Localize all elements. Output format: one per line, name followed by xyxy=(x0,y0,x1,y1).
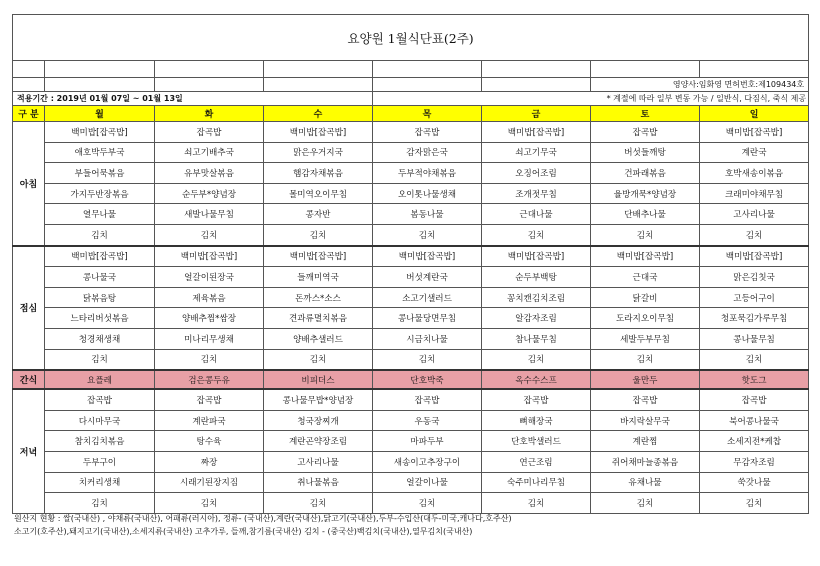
menu-item: 근대나물 xyxy=(482,204,591,225)
menu-item: 잡곡밥 xyxy=(591,389,700,410)
menu-item: 김치 xyxy=(700,349,809,370)
lunch-label: 점심 xyxy=(13,246,45,371)
snack-item: 요플레 xyxy=(45,370,155,389)
breakfast-row xyxy=(13,142,809,163)
lunch-row xyxy=(13,287,809,308)
menu-item: 꽁치캔김치조림 xyxy=(482,287,591,308)
lunch-row xyxy=(13,328,809,349)
breakfast-row xyxy=(13,183,809,204)
menu-item: 김치 xyxy=(482,493,591,514)
menu-item: 소고기샐러드 xyxy=(373,287,482,308)
menu-item: 잡곡밥 xyxy=(155,389,264,410)
menu-item: 백미밥[잡곡밥] xyxy=(700,122,809,143)
menu-item: 김치 xyxy=(482,349,591,370)
day-header: 토 xyxy=(591,106,700,122)
menu-item: 김치 xyxy=(373,493,482,514)
snack-label: 간식 xyxy=(13,370,45,389)
menu-item: 콩나물당면무침 xyxy=(373,308,482,329)
menu-item: 뼈해장국 xyxy=(482,410,591,431)
dietitian-info: 영양사:임화영 면허번호:제109434호 xyxy=(591,78,809,92)
day-header: 일 xyxy=(700,106,809,122)
menu-item: 북어콩나물국 xyxy=(700,410,809,431)
dinner-row xyxy=(13,493,809,514)
menu-item: 콩나물국 xyxy=(45,267,155,288)
menu-item: 근대국 xyxy=(591,267,700,288)
menu-item: 쑥갓나물 xyxy=(700,472,809,493)
menu-item: 참치김치볶음 xyxy=(45,431,155,452)
menu-item: 김치 xyxy=(264,349,373,370)
menu-item: 계란찜 xyxy=(591,431,700,452)
menu-item: 콩자반 xyxy=(264,204,373,225)
menu-item: 고사리나물 xyxy=(700,204,809,225)
menu-item: 백미밥[잡곡밥] xyxy=(700,246,809,267)
menu-item: 백미밥[잡곡밥] xyxy=(373,246,482,267)
menu-item: 견과류멸치볶음 xyxy=(264,308,373,329)
dinner-row xyxy=(13,451,809,472)
menu-item: 맑은우거지국 xyxy=(264,142,373,163)
origin-line: 소고기(호주산),돼지고기(국내산),소세지류(국내산) 고추가루, 들깨,참기름(국내산) 김치 - (중국산)백김치(국내산),열무김치(국내산) xyxy=(14,527,473,536)
menu-item: 김치 xyxy=(373,349,482,370)
menu-item: 알감자조림 xyxy=(482,308,591,329)
day-header: 화 xyxy=(155,106,264,122)
breakfast-label: 아침 xyxy=(13,122,45,246)
origin-line: 원산지 현황 : 쌀(국내산) , 야채류(국내산), 어패류(러시아), 정류- (국내산),계란(국내산),닭고기(국내산),두부-수입산(대두-미국,캐나다,호주산) xyxy=(14,514,512,523)
menu-item: 미나리무생채 xyxy=(155,328,264,349)
snack-item: 울만두 xyxy=(591,370,700,389)
menu-sheet xyxy=(12,14,808,514)
menu-item: 청포묵김가루무침 xyxy=(700,308,809,329)
menu-item: 콩나물무밥*양념장 xyxy=(264,389,373,410)
menu-item: 백미밥[잡곡밥] xyxy=(591,246,700,267)
menu-item: 참나물무침 xyxy=(482,328,591,349)
menu-item: 시래기된장지짐 xyxy=(155,472,264,493)
menu-item: 취나물볶음 xyxy=(264,472,373,493)
menu-item: 열무나물 xyxy=(45,204,155,225)
menu-item: 단배추나물 xyxy=(591,204,700,225)
menu-item: 숙주미나리무침 xyxy=(482,472,591,493)
snack-item: 옥수수스프 xyxy=(482,370,591,389)
menu-item: 김치 xyxy=(700,224,809,245)
menu-item: 잡곡밥 xyxy=(373,389,482,410)
menu-item: 순두부백탕 xyxy=(482,267,591,288)
menu-item: 잡곡밥 xyxy=(155,122,264,143)
lunch-row xyxy=(13,267,809,288)
menu-item: 김치 xyxy=(373,224,482,245)
menu-item: 청국장찌개 xyxy=(264,410,373,431)
menu-item: 새송이고추장구이 xyxy=(373,451,482,472)
menu-item: 백미밥[잡곡밥] xyxy=(482,246,591,267)
header-row xyxy=(13,106,809,122)
menu-item: 순두부*양념장 xyxy=(155,183,264,204)
day-header: 월 xyxy=(45,106,155,122)
lunch-row xyxy=(13,246,809,267)
menu-item: 고사리나물 xyxy=(264,451,373,472)
menu-item: 제육볶음 xyxy=(155,287,264,308)
dinner-row xyxy=(13,410,809,431)
menu-item: 느타리버섯볶음 xyxy=(45,308,155,329)
menu-item: 김치 xyxy=(155,493,264,514)
menu-item: 계란국 xyxy=(700,142,809,163)
menu-item: 돈까스*소스 xyxy=(264,287,373,308)
menu-item: 건파래볶음 xyxy=(591,163,700,184)
menu-table xyxy=(12,14,809,514)
menu-item: 바지락살무국 xyxy=(591,410,700,431)
menu-item: 도라지오이무침 xyxy=(591,308,700,329)
menu-item: 맑은김칫국 xyxy=(700,267,809,288)
menu-item: 우동국 xyxy=(373,410,482,431)
menu-item: 백미밥[잡곡밥] xyxy=(155,246,264,267)
applicable-period: 적용기간 : 2019년 01월 07일 ~ 01월 13일 xyxy=(13,92,373,106)
menu-item: 햄감자채볶음 xyxy=(264,163,373,184)
menu-item: 백미밥[잡곡밥] xyxy=(45,122,155,143)
menu-item: 양배추찜*쌈장 xyxy=(155,308,264,329)
menu-item: 김치 xyxy=(264,493,373,514)
menu-item: 쇠고기무국 xyxy=(482,142,591,163)
menu-item: 오이톳나물생채 xyxy=(373,183,482,204)
menu-item: 백미밥[잡곡밥] xyxy=(45,246,155,267)
menu-item: 오징어조림 xyxy=(482,163,591,184)
menu-item: 부들어묵볶음 xyxy=(45,163,155,184)
lunch-row xyxy=(13,349,809,370)
menu-item: 애호박두부국 xyxy=(45,142,155,163)
menu-item: 고등어구이 xyxy=(700,287,809,308)
menu-item: 마파두부 xyxy=(373,431,482,452)
menu-item: 다시마무국 xyxy=(45,410,155,431)
menu-note: * 계절에 따라 일부 변동 가능 / 일반식, 다짐식, 죽식 제공 xyxy=(373,92,809,106)
menu-item: 김치 xyxy=(700,493,809,514)
menu-item: 탕수육 xyxy=(155,431,264,452)
menu-item: 계란파국 xyxy=(155,410,264,431)
menu-item: 버섯들깨탕 xyxy=(591,142,700,163)
menu-item: 양배추샐러드 xyxy=(264,328,373,349)
menu-item: 시금치나물 xyxy=(373,328,482,349)
menu-item: 김치 xyxy=(155,349,264,370)
breakfast-row xyxy=(13,224,809,245)
dinner-label: 저녁 xyxy=(13,389,45,513)
menu-item: 연근조림 xyxy=(482,451,591,472)
menu-item: 콩나물무침 xyxy=(700,328,809,349)
menu-item: 크래미야채무침 xyxy=(700,183,809,204)
menu-item: 봄동나물 xyxy=(373,204,482,225)
menu-item: 두부구이 xyxy=(45,451,155,472)
menu-item: 소세지전*케찹 xyxy=(700,431,809,452)
menu-item: 김치 xyxy=(591,224,700,245)
menu-item: 무감자조림 xyxy=(700,451,809,472)
dinner-row xyxy=(13,389,809,410)
menu-item: 계란곤약장조림 xyxy=(264,431,373,452)
menu-item: 김치 xyxy=(45,493,155,514)
origin-footer xyxy=(14,512,512,538)
menu-item: 율방개묵*양념장 xyxy=(591,183,700,204)
menu-item: 김치 xyxy=(482,224,591,245)
menu-item: 잡곡밥 xyxy=(482,389,591,410)
menu-item: 백미밥[잡곡밥] xyxy=(482,122,591,143)
dinner-row xyxy=(13,472,809,493)
menu-item: 조개젓무침 xyxy=(482,183,591,204)
menu-item: 얼갈이된장국 xyxy=(155,267,264,288)
menu-item: 잡곡밥 xyxy=(700,389,809,410)
menu-item: 김치 xyxy=(591,493,700,514)
menu-item: 들깨미역국 xyxy=(264,267,373,288)
breakfast-row xyxy=(13,163,809,184)
menu-item: 닭갈비 xyxy=(591,287,700,308)
day-header: 목 xyxy=(373,106,482,122)
menu-item: 쥐어채마늘종볶음 xyxy=(591,451,700,472)
menu-item: 김치 xyxy=(45,224,155,245)
page-title: 요양원 1월식단표(2주) xyxy=(13,15,809,61)
menu-item: 백미밥[잡곡밥] xyxy=(264,122,373,143)
menu-item: 백미밥[잡곡밥] xyxy=(264,246,373,267)
snack-row xyxy=(13,370,809,389)
snack-item: 비피더스 xyxy=(264,370,373,389)
menu-item: 버섯계란국 xyxy=(373,267,482,288)
day-header: 금 xyxy=(482,106,591,122)
menu-item: 잡곡밥 xyxy=(45,389,155,410)
snack-item: 단호박죽 xyxy=(373,370,482,389)
menu-item: 닭볶음탕 xyxy=(45,287,155,308)
dinner-row xyxy=(13,431,809,452)
header-label: 구 분 xyxy=(13,106,45,122)
menu-item: 세발두부무침 xyxy=(591,328,700,349)
menu-item: 잡곡밥 xyxy=(591,122,700,143)
menu-item: 치커리생채 xyxy=(45,472,155,493)
menu-item: 짜장 xyxy=(155,451,264,472)
menu-item: 몰미역오이무침 xyxy=(264,183,373,204)
menu-item: 유채나물 xyxy=(591,472,700,493)
menu-item: 새발나물무침 xyxy=(155,204,264,225)
menu-item: 단호박샐러드 xyxy=(482,431,591,452)
menu-item: 얼갈이나물 xyxy=(373,472,482,493)
snack-item: 핫도그 xyxy=(700,370,809,389)
menu-item: 가지두반장볶음 xyxy=(45,183,155,204)
menu-item: 감자맑은국 xyxy=(373,142,482,163)
menu-item: 잡곡밥 xyxy=(373,122,482,143)
menu-item: 김치 xyxy=(45,349,155,370)
lunch-row xyxy=(13,308,809,329)
menu-item: 쇠고기배추국 xyxy=(155,142,264,163)
menu-item: 김치 xyxy=(264,224,373,245)
menu-item: 김치 xyxy=(591,349,700,370)
menu-item: 유부맛살볶음 xyxy=(155,163,264,184)
breakfast-row xyxy=(13,204,809,225)
menu-item: 호박새송이볶음 xyxy=(700,163,809,184)
day-header: 수 xyxy=(264,106,373,122)
breakfast-row xyxy=(13,122,809,143)
snack-item: 검은콩두유 xyxy=(155,370,264,389)
menu-item: 청경채생채 xyxy=(45,328,155,349)
menu-item: 두부적야채볶음 xyxy=(373,163,482,184)
menu-item: 김치 xyxy=(155,224,264,245)
